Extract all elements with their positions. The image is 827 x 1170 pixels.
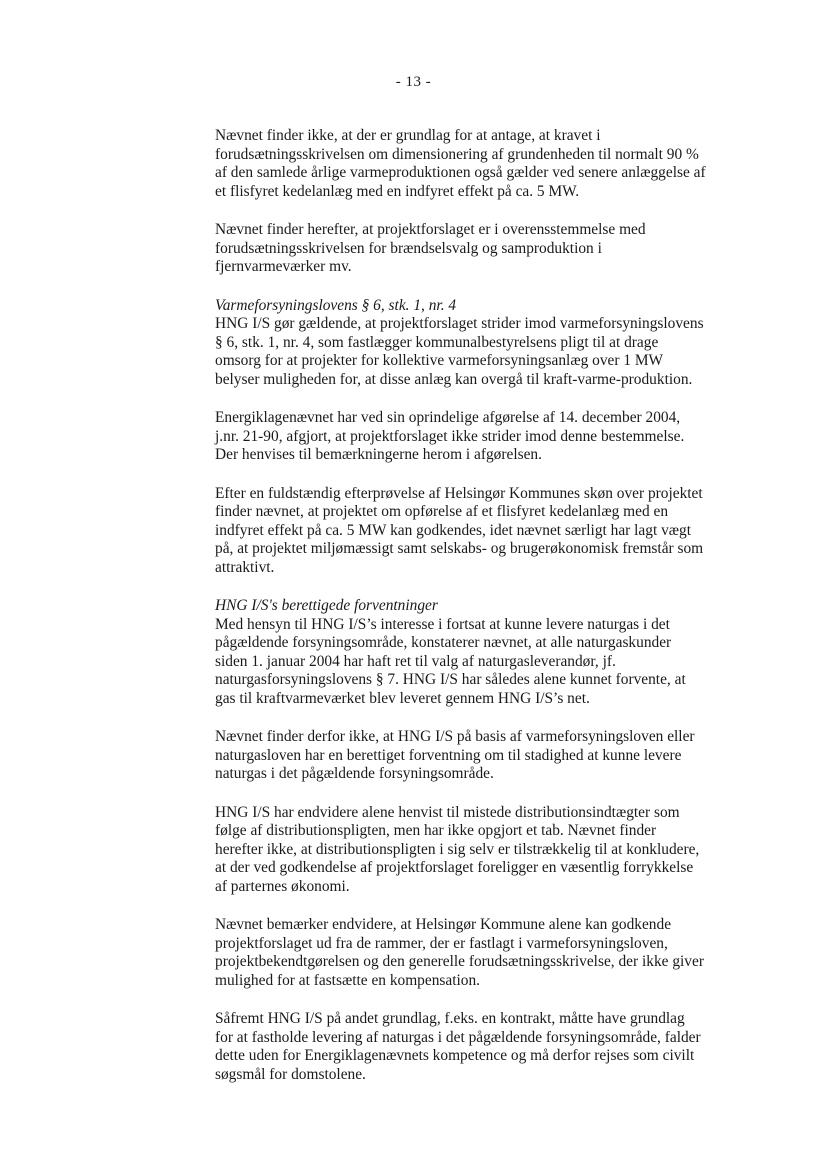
text-line: Nævnet finder derfor ikke, at HNG I/S på basis af varmeforsyningsloven eller	[215, 728, 695, 745]
text-line: pågældende forsyningsområde, konstaterer nævnet, at alle naturgaskunder	[215, 634, 672, 651]
paragraph	[215, 221, 715, 277]
text-line: projektforslaget ud fra de rammer, der er fastlagt i varmeforsyningsloven,	[215, 934, 668, 952]
paragraph	[215, 804, 715, 897]
text-line: herefter ikke, at distributionspligten i sig selv er tilstrækkelig til at konkludere,	[215, 840, 700, 858]
text-line: at der ved godkendelse af projektforslaget foreligger en væsentlig forrykkelse	[215, 859, 694, 876]
text-line: Nævnet finder herefter, at projektforslaget er i overensstemmelse med	[215, 221, 646, 238]
paragraph	[215, 409, 715, 465]
paragraph	[215, 728, 715, 784]
paragraph	[215, 916, 715, 990]
text-line: finder nævnet, at projektet om opførelse af et flisfyret kedelanlæg med en	[215, 503, 669, 520]
text-line: gas til kraftvarmeværket blev leveret gennem HNG I/S’s net.	[215, 689, 590, 707]
text-line: Nævnet finder ikke, at der er grundlag for at antage, at kravet i	[215, 127, 601, 144]
text-line: Der henvises til bemærkningerne herom i afgørelsen.	[215, 446, 542, 463]
paragraph	[215, 485, 715, 578]
text-line: på, at projektet miljømæssigt samt selskabs- og brugerøkonomisk fremstår som	[215, 540, 704, 557]
text-line: § 6, stk. 1, nr. 4, som fastlægger kommunalbestyrelsens pligt til at drage	[215, 333, 659, 351]
text-line: et flisfyret kedelanlæg med en indfyret effekt på ca. 5 MW.	[215, 182, 580, 200]
document-body	[215, 127, 715, 1104]
text-line: Såfremt HNG I/S på andet grundlag, f.eks. en kontrakt, måtte have grundlag	[215, 1010, 685, 1027]
text-line: følge af distributionspligten, men har ikke opgjort et tab. Nævnet finder	[215, 822, 657, 839]
text-line: fjernvarmeværker mv.	[215, 258, 352, 275]
text-line: siden 1. januar 2004 har haft ret til valg af naturgasleverandør, jf.	[215, 652, 616, 670]
text-line: dette uden for Energiklagenævnets kompetence og må derfor rejses som civilt	[215, 1047, 695, 1064]
text-line: attraktivt.	[215, 558, 275, 576]
text-line: HNG I/S har endvidere alene henvist til mistede distributionsindtægter som	[215, 803, 680, 821]
text-line: projektbekendtgørelsen og den generelle forudsætningsskrivelse, der ikke giver	[215, 953, 704, 970]
paragraph	[215, 127, 715, 201]
text-line: naturgasforsyningslovens § 7. HNG I/S har således alene kunnet forvente, at	[215, 671, 686, 688]
text-line: af parternes økonomi.	[215, 877, 350, 895]
text-line: forudsætningsskrivelsen for brændselsvalg og samproduktion i	[215, 239, 602, 257]
text-line: forudsætningsskrivelsen om dimensionering af grundenheden til normalt 90 %	[215, 145, 699, 163]
text-line: Med hensyn til HNG I/S’s interesse i fortsat at kunne levere naturgas i det	[215, 615, 670, 633]
text-line: Efter en fuldstændig efterprøvelse af Helsingør Kommunes skøn over projektet	[215, 484, 703, 502]
page-number: - 13 -	[395, 74, 432, 90]
text-line: indfyret effekt på ca. 5 MW kan godkendes, idet nævnet særligt har lagt vægt	[215, 521, 692, 539]
text-line: belyser muligheden for, at disse anlæg kan overgå til kraft-varme-produktion.	[215, 370, 693, 388]
text-line: naturgasloven har en berettiget forventning om til stadighed at kunne levere	[215, 746, 682, 764]
text-line: Energiklagenævnet har ved sin oprindelige afgørelse af 14. december 2004,	[215, 409, 681, 426]
text-line: Nævnet bemærker endvidere, at Helsingør Kommune alene kan godkende	[215, 916, 672, 933]
section-heading: Varmeforsyningslovens § 6, stk. 1, nr. 4	[215, 296, 457, 314]
text-line: mulighed for at fastsætte en kompensation.	[215, 971, 481, 989]
paragraph	[215, 297, 715, 390]
paragraph	[215, 1010, 715, 1084]
text-line: søgsmål for domstolene.	[215, 1065, 366, 1083]
text-line: omsorg for at projekter for kollektive varmeforsyningsanlæg over 1 MW	[215, 352, 664, 369]
text-line: for at fastholde levering af naturgas i det pågældende forsyningsområde, falder	[215, 1028, 701, 1046]
text-line: af den samlede årlige varmeproduktionen også gælder ved senere anlæggelse af	[215, 164, 706, 181]
text-line: HNG I/S gør gældende, at projektforslaget strider imod varmeforsyningslovens	[215, 315, 704, 332]
section-heading: HNG I/S's berettigede forventninger	[215, 597, 438, 614]
text-line: j.nr. 21-90, afgjort, at projektforslaget ikke strider imod denne bestemmelse.	[215, 427, 685, 445]
paragraph	[215, 597, 715, 708]
text-line: naturgas i det pågældende forsyningsområde.	[215, 765, 494, 782]
